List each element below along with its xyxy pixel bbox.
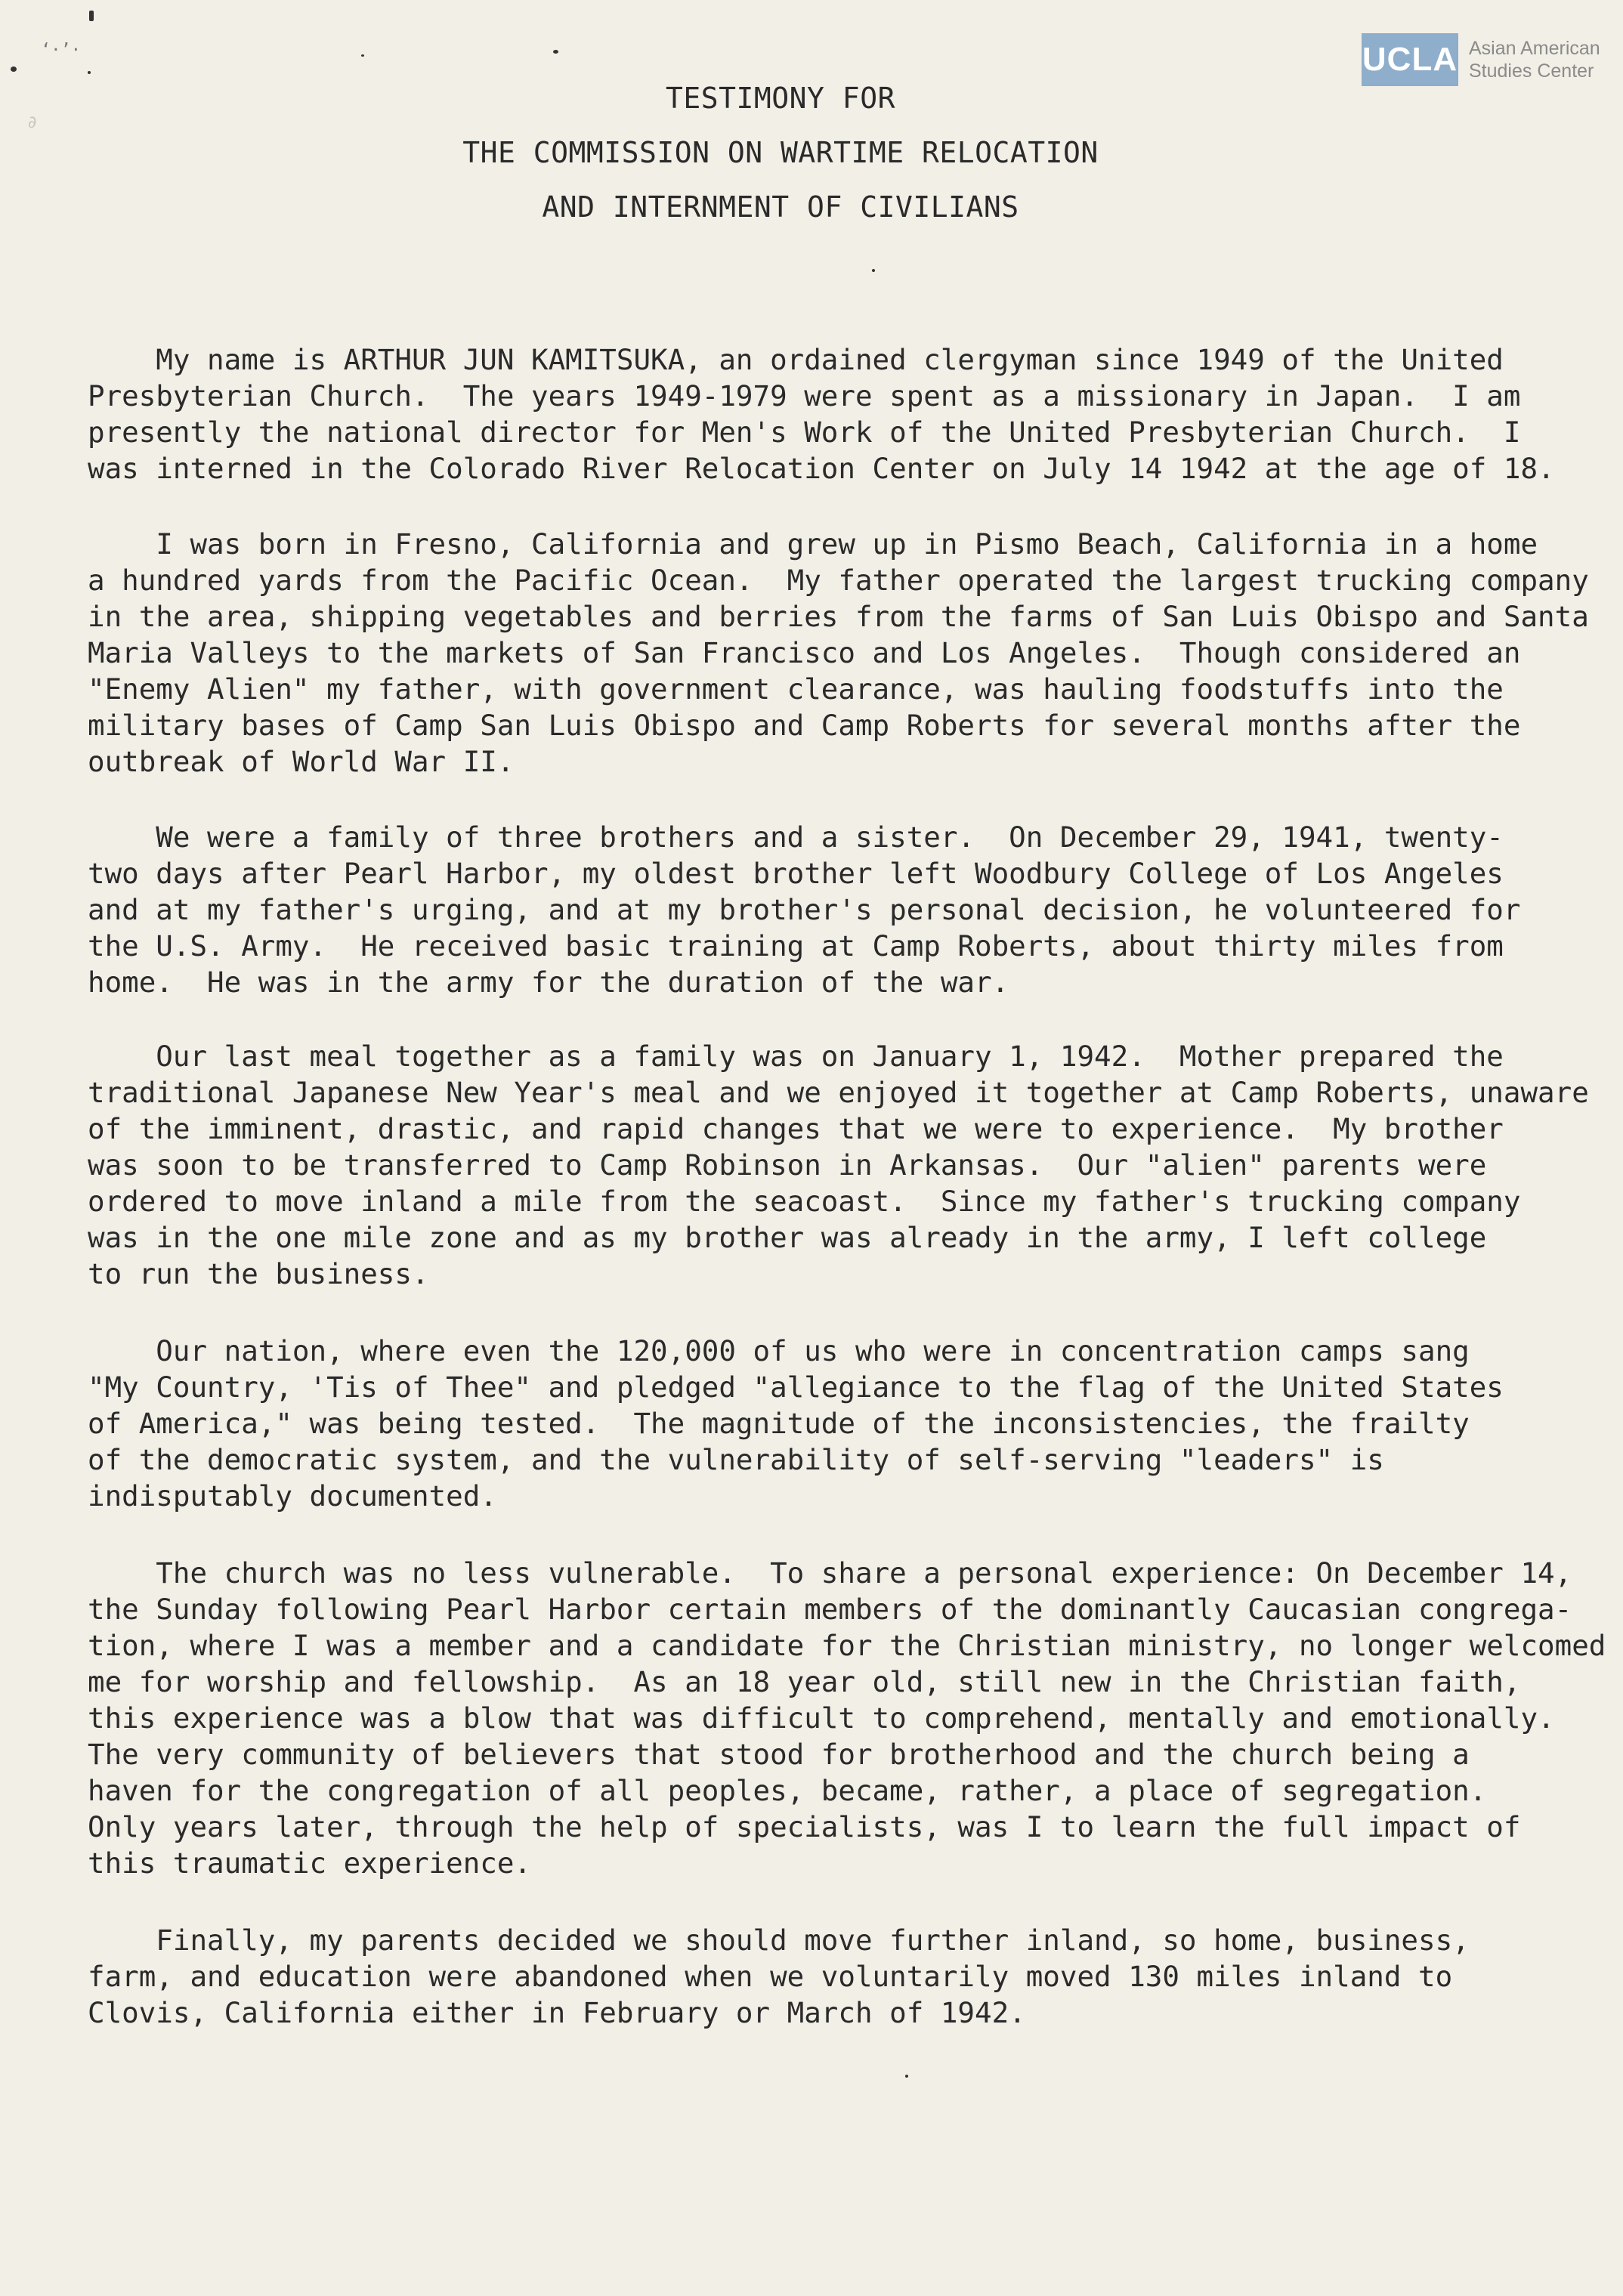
ucla-aasc-logo	[1362, 33, 1600, 86]
text-line: was interned in the Colorado River Relocation Center on July 14 1942 at the age of 18.	[88, 452, 1555, 485]
text-line: traditional Japanese New Year's meal and we enjoyed it together at Camp Roberts, unaware	[88, 1076, 1589, 1109]
text-line: ordered to move inland a mile from the seacoast. Since my father's trucking company	[88, 1185, 1521, 1218]
text-line: Maria Valleys to the markets of San Francisco and Los Angeles. Though considered an	[88, 636, 1521, 669]
text-line: tion, where I was a member and a candidate for the Christian ministry, no longer welcomed	[88, 1629, 1606, 1662]
text-line: haven for the congregation of all peoples, became, rather, a place of segregation.	[88, 1774, 1487, 1807]
ink-mark	[872, 269, 875, 272]
text-line: of the imminent, drastic, and rapid changes that we were to experience. My brother	[88, 1112, 1504, 1145]
text-line: Our last meal together as a family was on January 1, 1942. Mother prepared the	[88, 1040, 1504, 1073]
paragraph-our-nation	[88, 1333, 1591, 1514]
text-line: the U.S. Army. He received basic training at Camp Roberts, about thirty miles from	[88, 929, 1504, 963]
ink-mark	[11, 66, 17, 72]
paragraph-church	[88, 1555, 1606, 1881]
text-line: this experience was a blow that was difficult to comprehend, mentally and emotionally.	[88, 1701, 1555, 1735]
ink-mark	[361, 54, 364, 57]
text-line: two days after Pearl Harbor, my oldest brother left Woodbury College of Los Angeles	[88, 857, 1504, 890]
title-line-3: AND INTERNMENT OF CIVILIANS	[542, 190, 1019, 224]
text-line: and at my father's urging, and at my brother's personal decision, he volunteered for	[88, 893, 1521, 926]
text-line: a hundred yards from the Pacific Ocean. My father operated the largest trucking company	[88, 564, 1589, 597]
text-line: in the area, shipping vegetables and berries from the farms of San Luis Obispo and Santa	[88, 600, 1589, 633]
logo-caption-line2: Studies Center	[1469, 60, 1594, 82]
paragraph-introduction	[88, 341, 1591, 487]
text-line: was in the one mile zone and as my brother was already in the army, I left college	[88, 1221, 1487, 1254]
logo-caption-line1: Asian American	[1469, 38, 1600, 59]
ucla-logo-mark: UCLA	[1362, 33, 1458, 86]
ink-mark	[905, 2075, 908, 2078]
margin-smudge: ‘·’·	[41, 41, 81, 60]
text-line: farm, and education were abandoned when we voluntarily moved 130 miles inland to	[88, 1960, 1453, 1993]
title-line-2: THE COMMISSION ON WARTIME RELOCATION	[462, 136, 1099, 169]
text-line: indisputably documented.	[88, 1479, 497, 1513]
text-line: of America," was being tested. The magnitude of the inconsistencies, the frailty	[88, 1407, 1470, 1440]
paragraph-move-inland	[88, 1922, 1591, 2031]
text-line: Clovis, California either in February or March of 1942.	[88, 1996, 1026, 2029]
text-line: Finally, my parents decided we should move further inland, so home, business,	[88, 1924, 1470, 1957]
text-line: of the democratic system, and the vulnerability of self-serving "leaders" is	[88, 1443, 1384, 1476]
text-line: My name is ARTHUR JUN KAMITSUKA, an ordained clergyman since 1949 of the United	[88, 343, 1504, 376]
text-line: home. He was in the army for the duration of the war.	[88, 966, 1009, 999]
text-line: Our nation, where even the 120,000 of us who were in concentration camps sang	[88, 1334, 1470, 1367]
text-line: me for worship and fellowship. As an 18 year old, still new in the Christian faith,	[88, 1665, 1521, 1698]
text-line: "Enemy Alien" my father, with government clearance, was hauling foodstuffs into the	[88, 672, 1504, 706]
text-line: to run the business.	[88, 1257, 429, 1290]
text-line: was soon to be transferred to Camp Robinson in Arkansas. Our "alien" parents were	[88, 1148, 1487, 1182]
text-line: Only years later, through the help of specialists, was I to learn the full impact of	[88, 1810, 1521, 1843]
text-line: this traumatic experience.	[88, 1846, 531, 1880]
margin-smudge: ∂	[27, 113, 38, 132]
logo-caption	[1469, 37, 1600, 82]
paragraph-family-background	[88, 526, 1591, 780]
ink-mark	[553, 50, 558, 54]
text-line: outbreak of World War II.	[88, 745, 515, 778]
text-line: I was born in Fresno, California and grew up in Pismo Beach, California in a home	[88, 527, 1538, 561]
paragraph-brother-enlistment	[88, 819, 1591, 1000]
text-line: presently the national director for Men's Work of the United Presbyterian Church. I	[88, 416, 1521, 449]
title-line-1: TESTIMONY FOR	[666, 82, 895, 115]
text-line: The very community of believers that stood for brotherhood and the church being a	[88, 1738, 1470, 1771]
text-line: We were a family of three brothers and a sister. On December 29, 1941, twenty-	[88, 820, 1504, 854]
text-line: the Sunday following Pearl Harbor certain members of the dominantly Caucasian congrega-	[88, 1593, 1572, 1626]
text-line: The church was no less vulnerable. To share a personal experience: On December 14,	[88, 1556, 1572, 1590]
text-line: "My Country, 'Tis of Thee" and pledged "allegiance to the flag of the United States	[88, 1370, 1504, 1404]
text-line: Presbyterian Church. The years 1949-1979 were spent as a missionary in Japan. I am	[88, 379, 1521, 413]
ink-mark	[88, 71, 91, 74]
ink-mark	[89, 11, 94, 21]
text-line: military bases of Camp San Luis Obispo and Camp Roberts for several months after the	[88, 709, 1521, 742]
paragraph-last-meal	[88, 1038, 1591, 1292]
